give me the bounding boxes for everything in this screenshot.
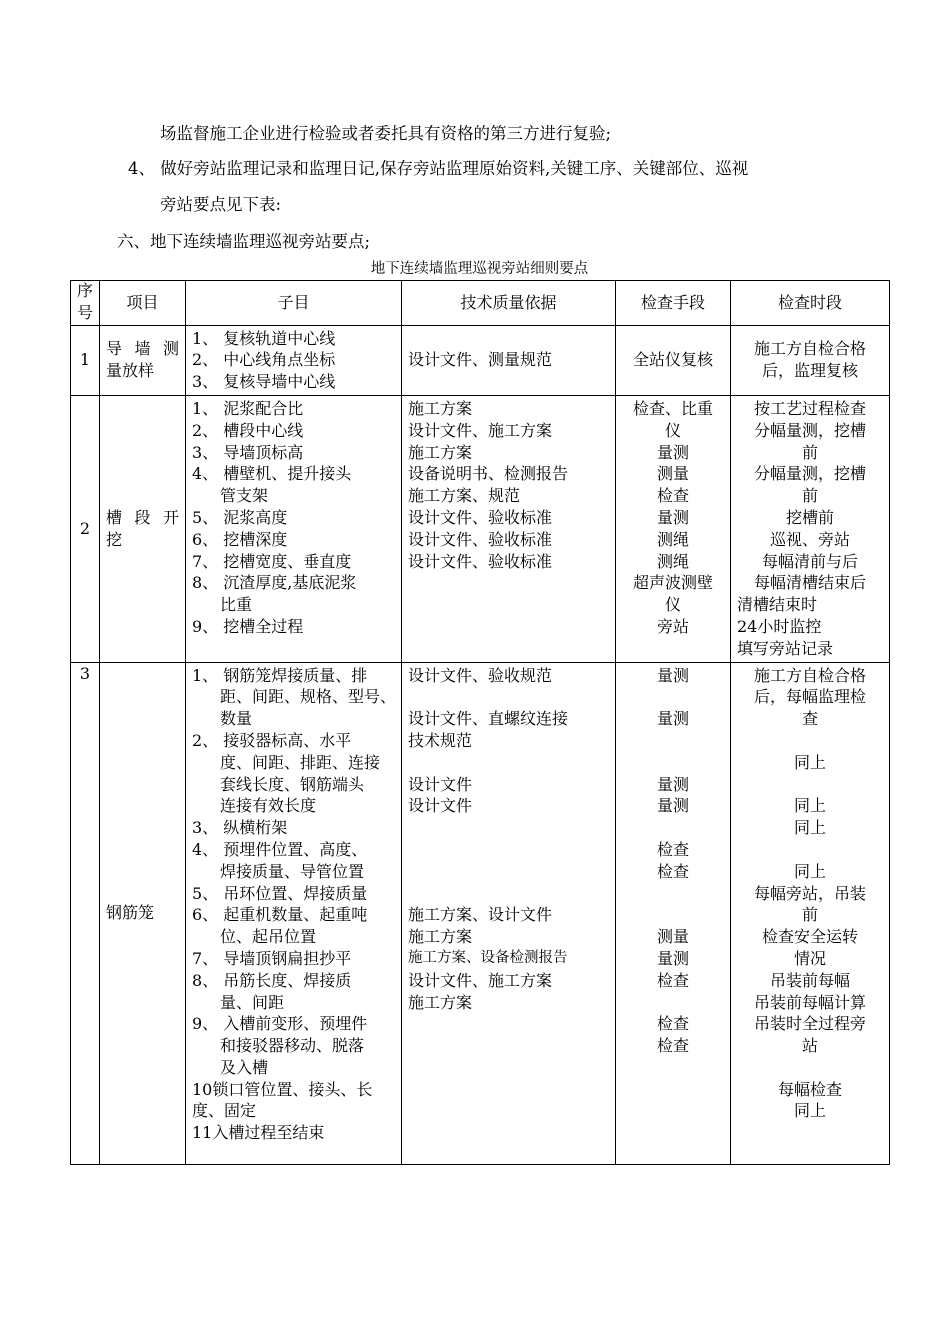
row-seq: 2 [71,395,100,662]
cell-line: 量测 [656,709,689,729]
header-method: 检查手段 [616,281,731,326]
cell-line: 设计文件、验收标准 [408,529,553,549]
cell-line: 后，每幅监理检 [753,687,866,707]
cell-line: 7、 导墙顶钢扁担抄平 [192,948,352,968]
cell-line [622,883,724,905]
cell-line: 同上 [793,861,826,881]
header-seq [71,281,100,326]
cell-line: 检查安全运转 [761,927,858,947]
cell-line: 检查 [656,861,689,881]
cell-line: 号 [76,302,93,322]
cell-line: 序 [76,281,93,300]
cell-line: 测量 [656,464,689,484]
cell-line: 6、 挖槽深度 [192,529,288,549]
cell-line [408,883,609,905]
cell-line: 设计文件、验收标准 [408,551,553,571]
cell-line: 同上 [793,818,826,838]
cell-line: 前 [801,442,818,462]
cell-line: 施工方自检合格 [753,665,866,685]
header-basis: 技术质量依据 [402,281,616,326]
cell-line: 1、 钢筋笼焊接质量、排 [192,665,368,685]
cell-line: 仪 [664,420,681,440]
cell-line: 设计文件、施工方案 [408,970,553,990]
cell-line: 分幅量测，挖槽 [753,464,866,484]
cell-line: 检查 [656,1036,689,1056]
cell-line: 前 [801,486,818,506]
cell-line: 套线长度、钢筋端头 [220,774,365,794]
header-period: 检查时段 [731,281,890,326]
cell-line: 设备说明书、检测报告 [408,464,569,484]
cell-line: 检查 [656,839,689,859]
row-period [731,662,890,1164]
cell-line: 检查 [656,1014,689,1034]
cell-line: 测绳 [656,551,689,571]
row-basis [402,662,616,1164]
paragraph-3: 旁站要点见下表: [160,195,282,214]
cell-line: 2、 中心线角点坐标 [192,350,336,370]
cell-line: 检查 [656,970,689,990]
table-header-row [71,281,890,326]
row-basis: 设计文件、测量规范 [402,325,616,395]
cell-line: 距、间距、规格、型号、 [220,687,397,707]
cell-line [408,817,609,839]
cell-line: 前 [801,905,818,925]
cell-line: 3、 复核导墙中心线 [192,372,336,392]
row-item: 钢筋笼 [100,662,186,1164]
row-sub [186,662,402,1164]
cell-line: 量测 [656,774,689,794]
cell-line: 3、 导墙顶标高 [192,442,304,462]
cell-line: 度、固定 [192,1101,257,1121]
cell-line: 站 [801,1036,818,1056]
cell-line [622,686,724,708]
cell-line: 施工方案 [408,442,473,462]
header-item: 项目 [100,281,186,326]
cell-line: 和接驳器移动、脱落 [220,1036,365,1056]
row-item [100,395,186,662]
cell-line: 同上 [793,796,826,816]
table-row [71,662,890,1164]
row-sub [186,325,402,395]
cell-line: 量放样 [106,361,155,381]
cell-line: 每幅检查 [777,1079,842,1099]
cell-line [408,861,609,883]
cell-line [737,839,883,861]
cell-line: 测量 [656,927,689,947]
cell-line: 吊装时全过程旁 [753,1014,866,1034]
cell-line: 焊接质量、导管位置 [220,861,365,881]
cell-line: 设计文件 [408,774,473,794]
cell-line: 设计文件、直螺纹连接 [408,709,569,729]
cell-line: 2、 接驳器标高、水平 [192,730,352,750]
cell-line: 超声波测壁 [632,573,713,593]
cell-line: 5、 泥浆高度 [192,507,288,527]
table-row [71,325,890,395]
table-row [71,395,890,662]
cell-line: 同上 [793,1101,826,1121]
cell-line: 挖槽前 [785,507,834,527]
cell-line: 8、 吊筋长度、焊接质 [192,970,352,990]
row-method [616,662,731,1164]
cell-line: 比重 [220,595,253,615]
cell-line: 量、间距 [220,992,285,1012]
row-basis [402,395,616,662]
cell-line [408,686,609,708]
cell-line: 8、 沉渣厚度,基底泥浆 [192,573,357,593]
cell-line: 9、 挖槽全过程 [192,616,304,636]
cell-line: 量测 [656,948,689,968]
cell-line: 连接有效长度 [220,796,317,816]
inspection-table [70,280,890,1165]
cell-line: 槽段开 [106,507,179,527]
cell-line: 施工方案、设计文件 [408,905,553,925]
cell-line [408,839,609,861]
cell-line: 仪 [664,595,681,615]
row-sub [186,395,402,662]
cell-line: 旁站 [656,616,689,636]
cell-line: 每幅清槽结束后 [753,573,866,593]
cell-line: 查 [801,709,818,729]
cell-line: 设计文件、施工方案 [408,420,553,440]
cell-line: 1、 复核轨道中心线 [192,328,336,348]
cell-line [408,752,609,774]
cell-line: 清槽结束时 [737,595,818,615]
cell-line: 量测 [656,507,689,527]
cell-line: 设计文件 [408,796,473,816]
cell-line: 分幅量测，挖槽 [753,420,866,440]
cell-line [622,817,724,839]
row-seq: 3 [71,662,100,1164]
cell-line: 3、 纵横桁架 [192,818,288,838]
cell-line: 量测 [656,796,689,816]
header-sub: 子目 [186,281,402,326]
cell-line: 挖 [106,529,123,549]
cell-line: 2、 槽段中心线 [192,420,304,440]
row-method: 全站仪复核 [616,325,731,395]
cell-line: 情况 [793,948,826,968]
cell-line: 施工方案 [408,398,473,418]
cell-line: 5、 吊环位置、焊接质量 [192,883,368,903]
cell-line: 同上 [793,752,826,772]
cell-line: 施工方自检合格 [753,339,866,359]
cell-line: 按工艺过程检查 [753,398,866,418]
cell-line: 施工方案 [408,927,473,947]
cell-line: 10锁口管位置、接头、长 [192,1079,373,1099]
cell-line: 度、间距、排距、连接 [220,752,381,772]
cell-line: 吊装前每幅 [769,970,850,990]
cell-line [737,1057,883,1079]
row-seq: 1 [71,325,100,395]
cell-line: 检查、比重 [632,398,713,418]
cell-line [622,904,724,926]
cell-line: 7、 挖槽宽度、垂直度 [192,551,352,571]
section-heading: 六、地下连续墙监理巡视旁站要点; [117,232,371,251]
cell-line: 及入槽 [220,1057,269,1077]
cell-line: 量测 [656,665,689,685]
row-period [731,395,890,662]
cell-line: 9、 入槽前变形、预埋件 [192,1014,368,1034]
cell-line: 后，监理复核 [761,361,858,381]
cell-line: 4、 预埋件位置、高度、 [192,839,368,859]
cell-line: 位、起吊位置 [220,927,317,947]
row-item [100,325,186,395]
cell-line: 测绳 [656,529,689,549]
cell-line: 1、 泥浆配合比 [192,398,304,418]
cell-line: 每幅清前与后 [761,551,858,571]
cell-line: 设计文件、验收规范 [408,665,553,685]
cell-line: 设计文件、验收标准 [408,507,553,527]
cell-line [737,730,883,752]
paragraph-1: 场监督施工企业进行检验或者委托具有资格的第三方进行复验; [160,124,612,143]
row-period [731,325,890,395]
cell-line: 11入槽过程至结束 [192,1123,325,1143]
paragraph-2: 4、 做好旁站监理记录和监理日记,保存旁站监理原始资料,关键工序、关键部位、巡视 [128,159,749,178]
cell-line [622,992,724,1014]
table-caption: 地下连续墙监理巡视旁站细则要点 [370,261,589,277]
cell-line: 检查 [656,486,689,506]
cell-line: 吊装前每幅计算 [753,992,866,1012]
cell-line [622,730,724,752]
row-method [616,395,731,662]
cell-line: 每幅旁站，吊装 [753,883,866,903]
cell-line: 管支架 [220,486,269,506]
cell-line: 巡视、旁站 [769,529,850,549]
cell-line: 施工方案 [408,992,473,1012]
cell-line [622,752,724,774]
cell-line: 6、 起重机数量、起重吨 [192,905,368,925]
cell-line: 施工方案、设备检测报告 [408,949,568,966]
cell-line [737,774,883,796]
cell-line: 施工方案、规范 [408,486,521,506]
cell-line: 4、 槽壁机、提升接头 [192,464,352,484]
cell-line: 导墙测 [106,339,179,359]
cell-line: 技术规范 [408,730,473,750]
cell-line: 24小时监控 [737,616,822,636]
cell-line: 数量 [220,709,253,729]
cell-line: 量测 [656,442,689,462]
cell-line: 填写旁站记录 [737,638,834,658]
